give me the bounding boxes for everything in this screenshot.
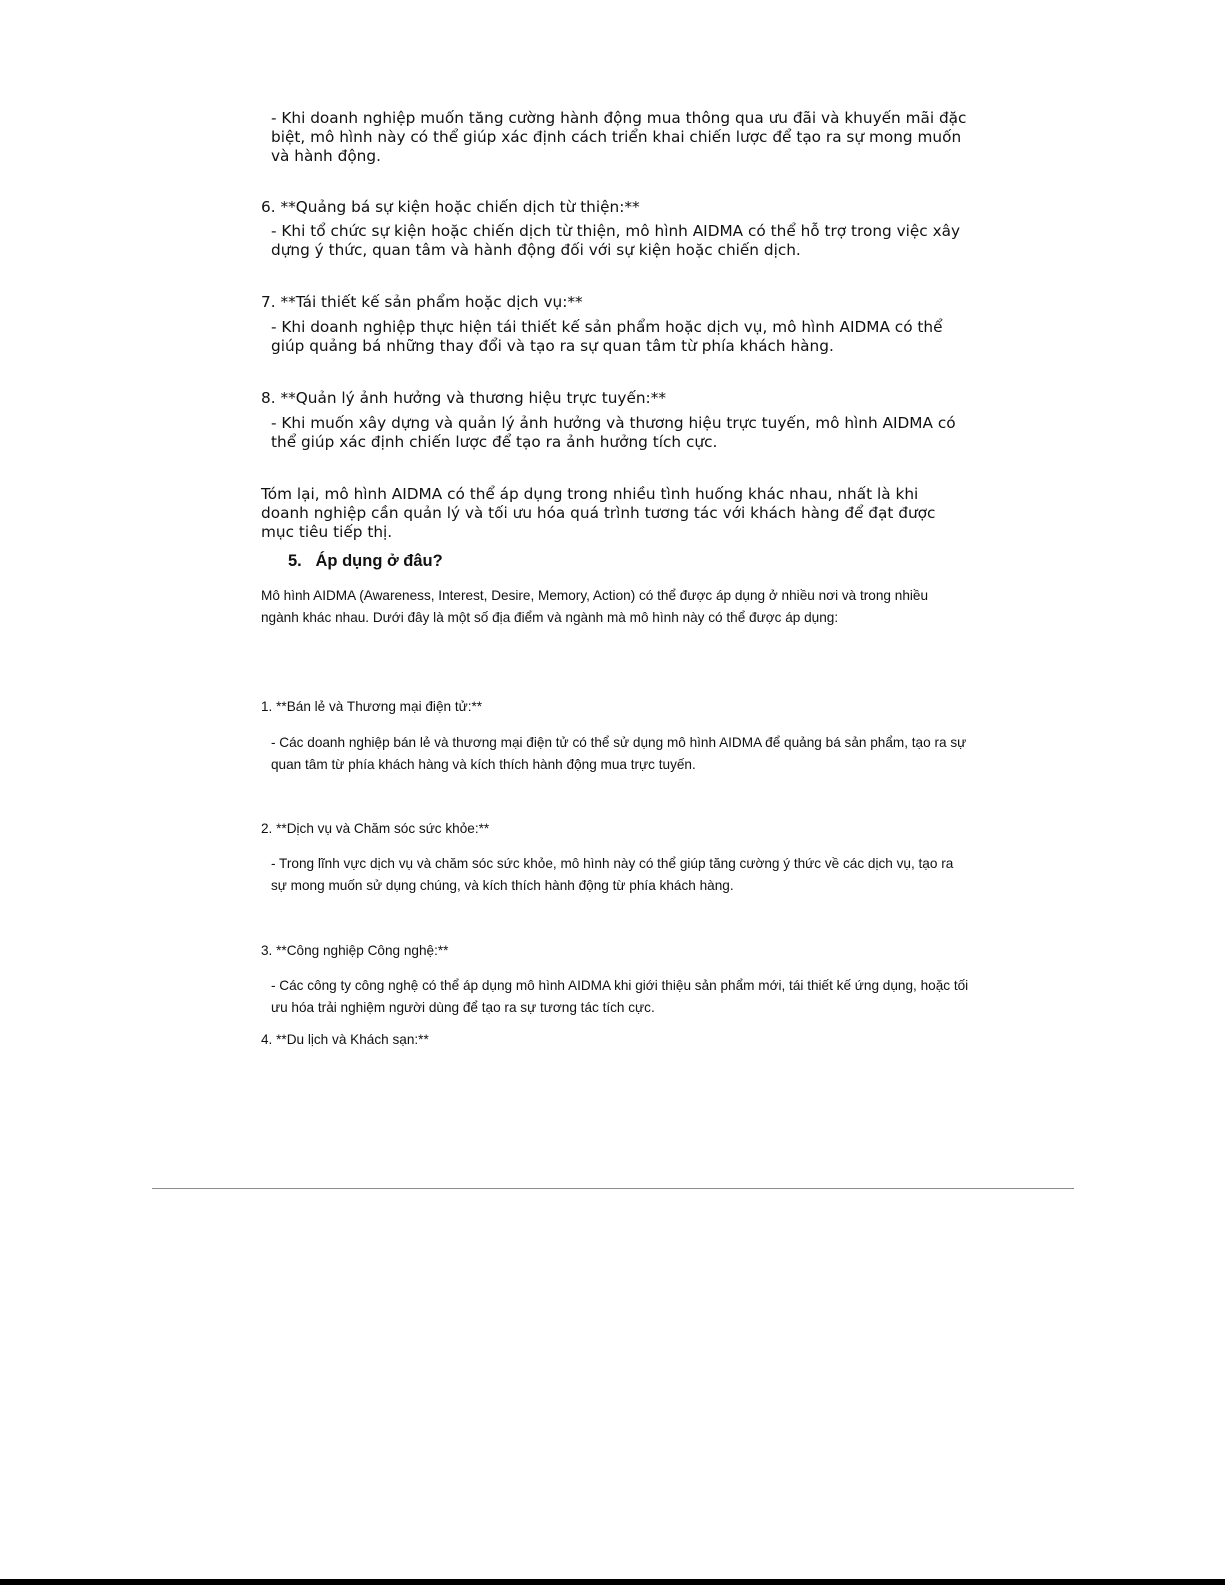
place-2-title: 2. **Dịch vụ và Chăm sóc sức khỏe:** [261, 821, 490, 836]
page-divider [152, 1188, 1074, 1189]
item-7-title: 7. **Tái thiết kế sản phẩm hoặc dịch vụ:** [261, 293, 583, 311]
item-7-body: - Khi doanh nghiệp thực hiện tái thiết kế sản phẩm hoặc dịch vụ, mô hình AIDMA có thể giúp quảng bá những thay đổi và tạo ra sự quan tâm từ phía khách hàng. [271, 318, 943, 355]
section-5-heading: 5. Áp dụng ở đâu? [288, 552, 443, 570]
bottom-edge [0, 1579, 1225, 1585]
summary-paragraph: Tóm lại, mô hình AIDMA có thể áp dụng trong nhiều tình huống khác nhau, nhất là khi doanh nghiệp cần quản lý và tối ưu hóa quá trình tương tác với khách hàng để đạt được mục tiêu tiếp thị. [261, 485, 936, 541]
item-8-body: - Khi muốn xây dựng và quản lý ảnh hưởng và thương hiệu trực tuyến, mô hình AIDMA có thể giúp xác định chiến lược để tạo ra ảnh hưởng tích cực. [271, 414, 956, 451]
item-6-body: - Khi tổ chức sự kiện hoặc chiến dịch từ thiện, mô hình AIDMA có thể hỗ trợ trong việc xây dựng ý thức, quan tâm và hành động đối với sự kiện hoặc chiến dịch. [271, 222, 961, 259]
place-1-title: 1. **Bán lẻ và Thương mại điện tử:** [261, 699, 483, 714]
item-6-title: 6. **Quảng bá sự kiện hoặc chiến dịch từ thiện:** [261, 198, 640, 216]
item-8-title: 8. **Quản lý ảnh hưởng và thương hiệu trực tuyến:** [261, 389, 667, 407]
place-3-body: - Các công ty công nghệ có thể áp dụng mô hình AIDMA khi giới thiệu sản phẩm mới, tái thiết kế ứng dụng, hoặc tối ưu hóa trải nghiệm người dùng để tạo ra sự tương tác tích cực. [271, 978, 969, 1015]
place-2-body: - Trong lĩnh vực dịch vụ và chăm sóc sức khỏe, mô hình này có thể giúp tăng cường ý thức về các dịch vụ, tạo ra sự mong muốn sử dụng chúng, và kích thích hành động từ phía khách hàng. [271, 856, 954, 893]
intro-paragraph: - Khi doanh nghiệp muốn tăng cường hành động mua thông qua ưu đãi và khuyến mãi đặc biệt, mô hình này có thể giúp xác định cách triển khai chiến lược để tạo ra sự mong muốn và hành động. [271, 109, 967, 165]
place-3-title: 3. **Công nghiệp Công nghệ:** [261, 943, 449, 958]
place-4-title: 4. **Du lịch và Khách sạn:** [261, 1032, 429, 1047]
place-1-body: - Các doanh nghiệp bán lẻ và thương mại điện tử có thể sử dụng mô hình AIDMA để quảng bá sản phẩm, tạo ra sự quan tâm từ phía khách hàng và kích thích hành động mua trực tuyến. [271, 735, 967, 772]
section-5-intro: Mô hình AIDMA (Awareness, Interest, Desire, Memory, Action) có thể được áp dụng ở nhiều nơi và trong nhiều ngành khác nhau. Dưới đây là một số địa điểm và ngành mà mô hình này có thể được áp dụng: [261, 588, 929, 625]
